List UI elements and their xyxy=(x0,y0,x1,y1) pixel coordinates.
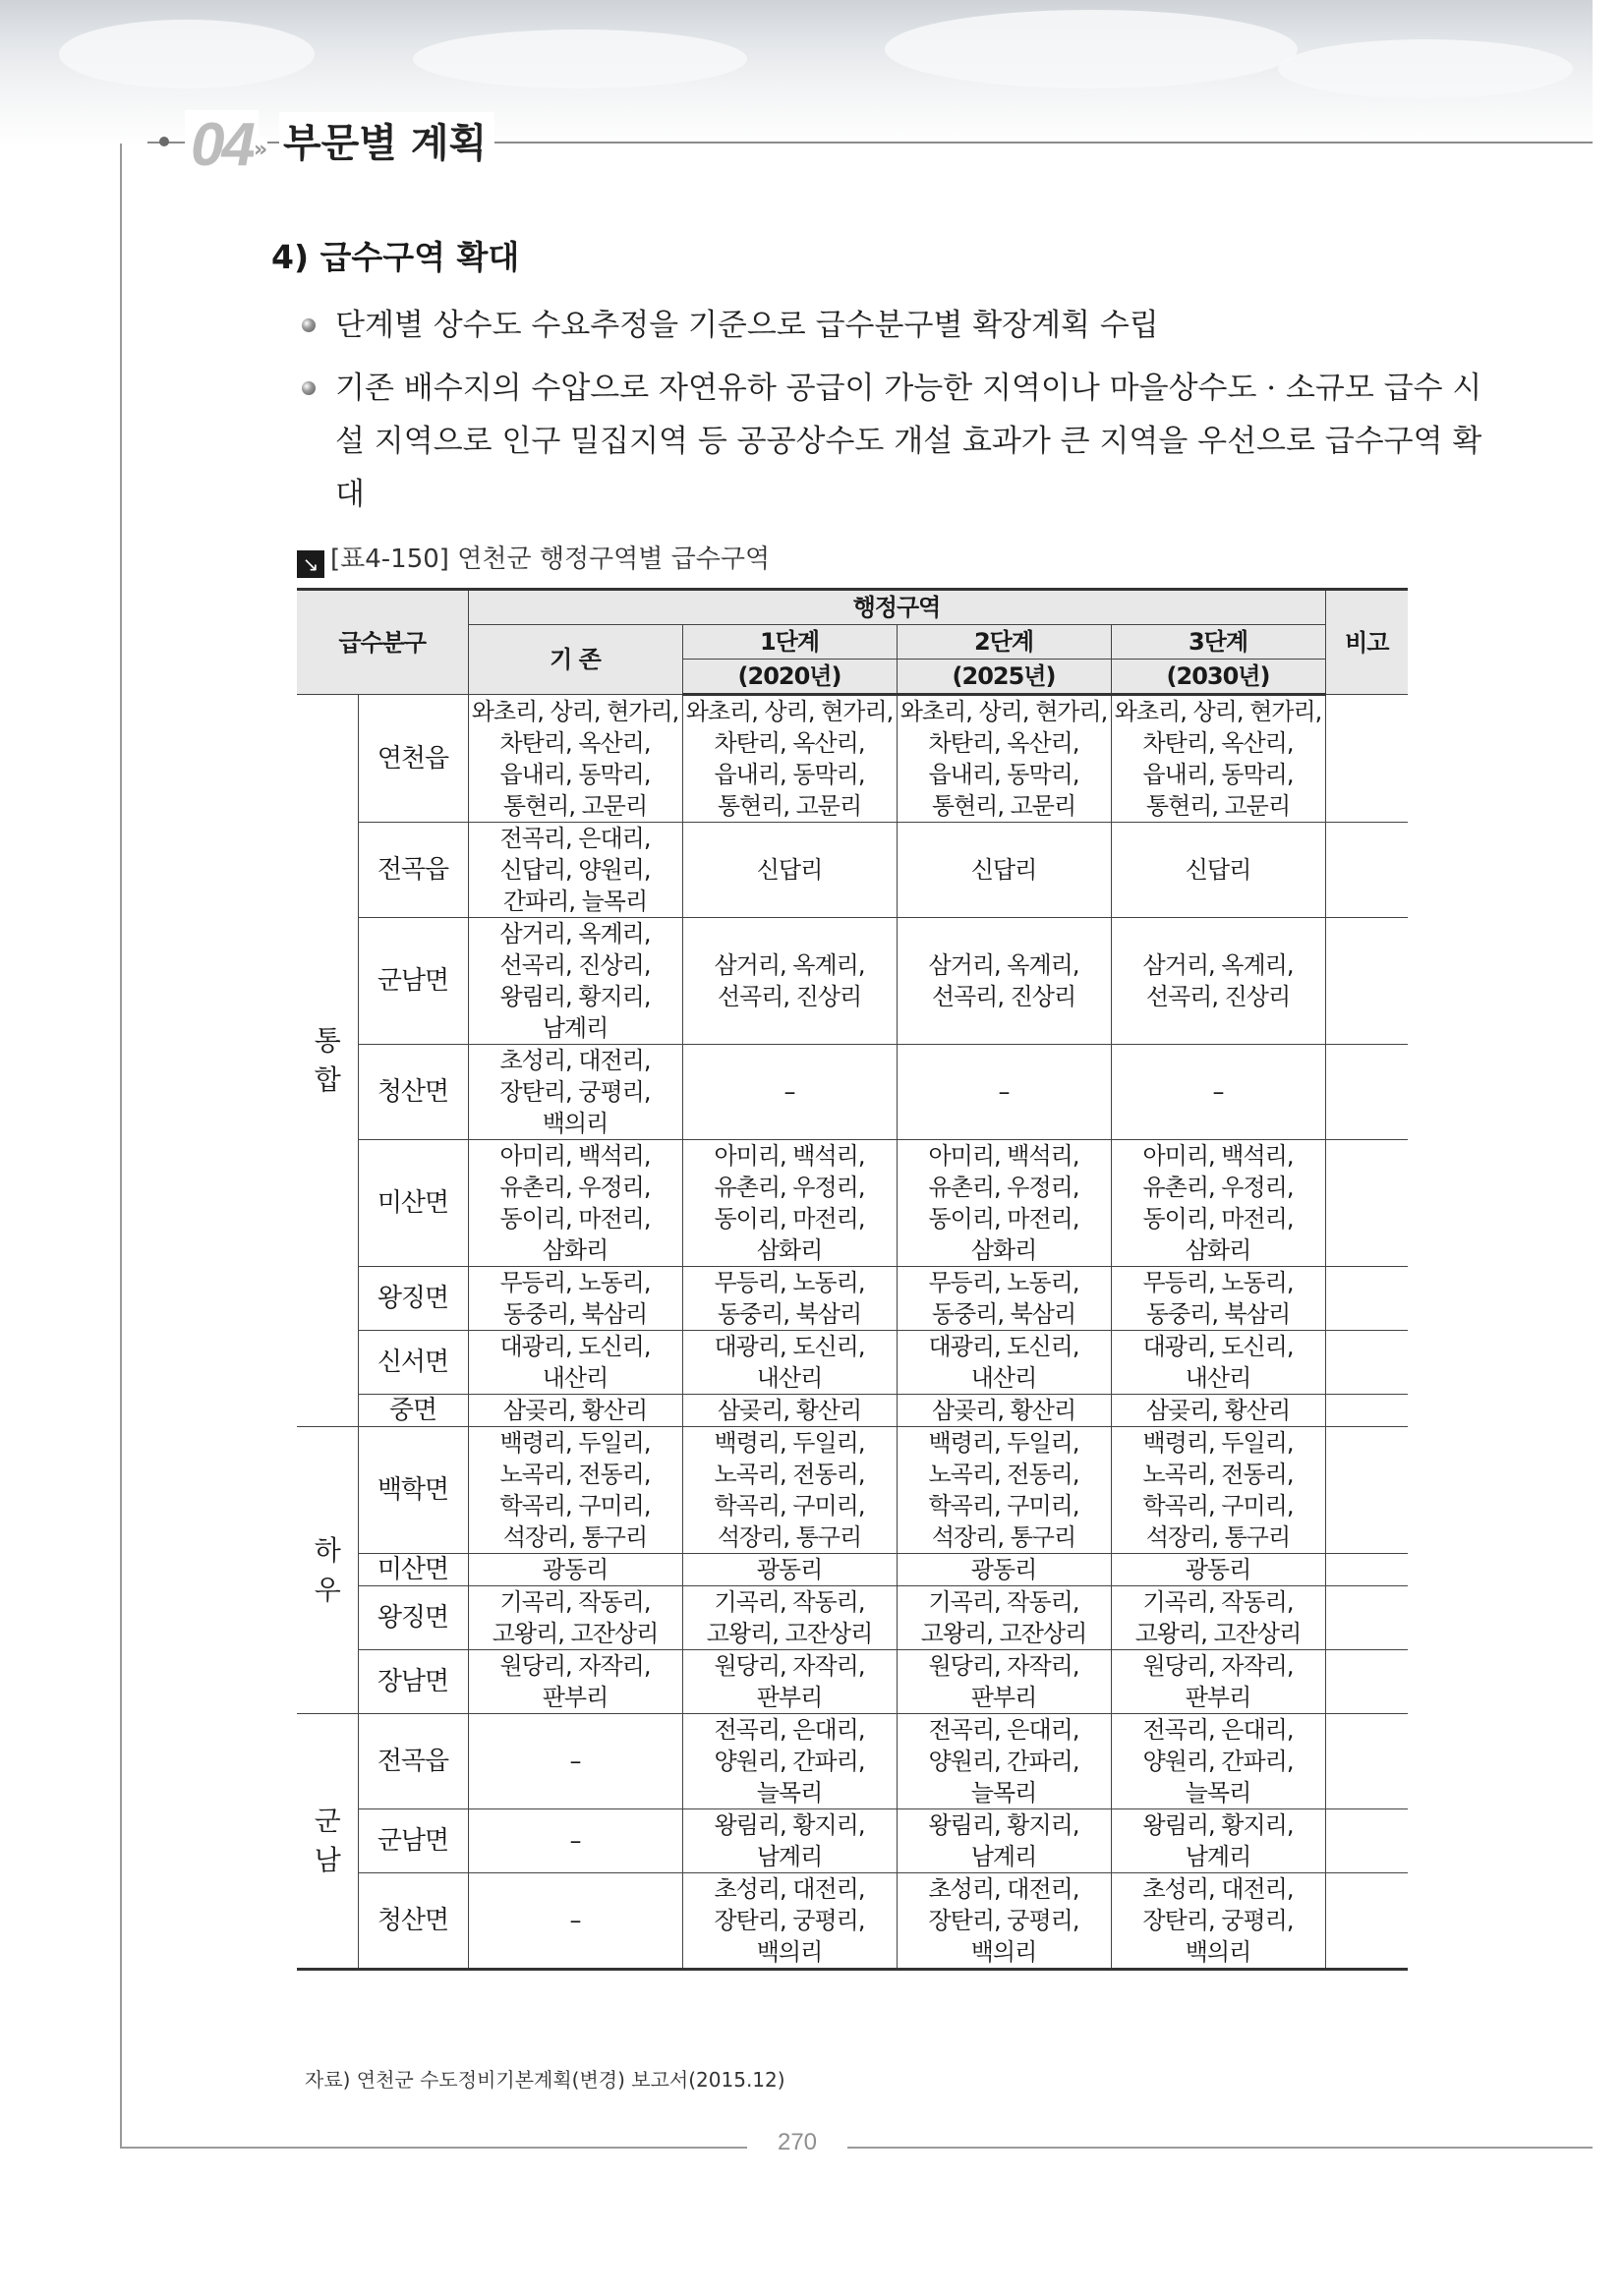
stage2-cell: 초성리, 대전리, 장탄리, 궁평리, 백의리 xyxy=(897,1873,1111,1970)
table-body xyxy=(297,695,1408,1970)
note-cell xyxy=(1325,1873,1408,1970)
existing-cell: 기곡리, 작동리, 고왕리, 고잔상리 xyxy=(468,1586,682,1650)
table-row xyxy=(297,918,1408,1045)
stage1-cell: 원당리, 자작리, 판부리 xyxy=(682,1650,897,1714)
existing-cell: – xyxy=(468,1873,682,1970)
supply-area-table-container xyxy=(297,588,1408,1971)
table-row xyxy=(297,1267,1408,1331)
region-cell: 군남면 xyxy=(358,1809,468,1873)
stage1-cell: 신답리 xyxy=(682,823,897,918)
note-cell xyxy=(1325,1140,1408,1267)
stage2-cell: 기곡리, 작동리, 고왕리, 고잔상리 xyxy=(897,1586,1111,1650)
stage3-cell: 와초리, 상리, 현가리, 차탄리, 옥산리, 읍내리, 동막리, 통현리, 고문리 xyxy=(1111,695,1325,823)
existing-cell: 초성리, 대전리, 장탄리, 궁평리, 백의리 xyxy=(468,1045,682,1140)
existing-cell: 무등리, 노동리, 동중리, 북삼리 xyxy=(468,1267,682,1331)
stage1-cell: 삼곶리, 황산리 xyxy=(682,1395,897,1427)
header-stage2: 2단계 xyxy=(897,625,1111,660)
stage2-cell: 백령리, 두일리, 노곡리, 전동리, 학곡리, 구미리, 석장리, 통구리 xyxy=(897,1427,1111,1554)
stage3-cell: 삼거리, 옥계리, 선곡리, 진상리 xyxy=(1111,918,1325,1045)
region-cell: 미산면 xyxy=(358,1140,468,1267)
existing-cell: 삼거리, 옥계리, 선곡리, 진상리, 왕림리, 황지리, 남계리 xyxy=(468,918,682,1045)
region-cell: 미산면 xyxy=(358,1554,468,1586)
chapter-marks: » xyxy=(254,138,268,162)
stage1-cell: 와초리, 상리, 현가리, 차탄리, 옥산리, 읍내리, 동막리, 통현리, 고문리 xyxy=(682,695,897,823)
region-cell: 전곡읍 xyxy=(358,823,468,918)
stage2-cell: 광동리 xyxy=(897,1554,1111,1586)
stage1-cell: 광동리 xyxy=(682,1554,897,1586)
stage1-cell: 전곡리, 은대리, 양원리, 간파리, 늘목리 xyxy=(682,1714,897,1809)
stage3-cell: 무등리, 노동리, 동중리, 북삼리 xyxy=(1111,1267,1325,1331)
existing-cell: 전곡리, 은대리, 신답리, 양원리, 간파리, 늘목리 xyxy=(468,823,682,918)
section-heading: 4) 급수구역 확대 xyxy=(271,238,520,276)
region-cell: 왕징면 xyxy=(358,1586,468,1650)
chapter-number: 04 xyxy=(185,110,259,180)
region-cell: 장남면 xyxy=(358,1650,468,1714)
page-frame-bottom xyxy=(847,2147,1593,2149)
existing-cell: 아미리, 백석리, 유촌리, 우정리, 동이리, 마전리, 삼화리 xyxy=(468,1140,682,1267)
stage1-cell: 무등리, 노동리, 동중리, 북삼리 xyxy=(682,1267,897,1331)
stage2-cell: 대광리, 도신리, 내산리 xyxy=(897,1331,1111,1395)
stage1-cell: 초성리, 대전리, 장탄리, 궁평리, 백의리 xyxy=(682,1873,897,1970)
stage3-cell: 신답리 xyxy=(1111,823,1325,918)
stage2-cell: 삼곶리, 황산리 xyxy=(897,1395,1111,1427)
header-admin-area: 행정구역 xyxy=(468,590,1325,625)
note-cell xyxy=(1325,1395,1408,1427)
table-row xyxy=(297,1045,1408,1140)
note-cell xyxy=(1325,1586,1408,1650)
source-note: 자료) 연천군 수도정비기본계획(변경) 보고서(2015.12) xyxy=(305,2068,785,2092)
stage1-cell: 삼거리, 옥계리, 선곡리, 진상리 xyxy=(682,918,897,1045)
group-label: 군 남 xyxy=(297,1714,358,1970)
page-frame-bottom xyxy=(120,2147,747,2149)
table-row xyxy=(297,823,1408,918)
stage2-cell: – xyxy=(897,1045,1111,1140)
note-cell xyxy=(1325,1650,1408,1714)
region-cell: 청산면 xyxy=(358,1045,468,1140)
group-label: 통 합 xyxy=(297,695,358,1427)
stage3-cell: 기곡리, 작동리, 고왕리, 고잔상리 xyxy=(1111,1586,1325,1650)
stage3-cell: 원당리, 자작리, 판부리 xyxy=(1111,1650,1325,1714)
region-cell: 연천읍 xyxy=(358,695,468,823)
table-row xyxy=(297,1140,1408,1267)
note-cell xyxy=(1325,1427,1408,1554)
table-row xyxy=(297,1714,1408,1809)
page-number: 270 xyxy=(777,2129,818,2155)
note-cell xyxy=(1325,1331,1408,1395)
stage3-cell: 삼곶리, 황산리 xyxy=(1111,1395,1325,1427)
header-stage3-year: (2030년) xyxy=(1111,660,1325,695)
supply-area-table xyxy=(297,588,1408,1971)
table-row xyxy=(297,1427,1408,1554)
header-existing: 기 존 xyxy=(468,625,682,695)
existing-cell: 광동리 xyxy=(468,1554,682,1586)
header-note: 비고 xyxy=(1325,590,1408,695)
note-cell xyxy=(1325,823,1408,918)
stage3-cell: 전곡리, 은대리, 양원리, 간파리, 늘목리 xyxy=(1111,1714,1325,1809)
stage2-cell: 아미리, 백석리, 유촌리, 우정리, 동이리, 마전리, 삼화리 xyxy=(897,1140,1111,1267)
existing-cell: 와초리, 상리, 현가리, 차탄리, 옥산리, 읍내리, 동막리, 통현리, 고문리 xyxy=(468,695,682,823)
bullet-icon xyxy=(302,381,316,395)
table-row xyxy=(297,1331,1408,1395)
table-row xyxy=(297,1873,1408,1970)
stage3-cell: 초성리, 대전리, 장탄리, 궁평리, 백의리 xyxy=(1111,1873,1325,1970)
stage3-cell: 아미리, 백석리, 유촌리, 우정리, 동이리, 마전리, 삼화리 xyxy=(1111,1140,1325,1267)
group-label: 하 우 xyxy=(297,1427,358,1714)
note-cell xyxy=(1325,1554,1408,1586)
table-row xyxy=(297,1554,1408,1586)
stage3-cell: 왕림리, 황지리, 남계리 xyxy=(1111,1809,1325,1873)
region-cell: 군남면 xyxy=(358,918,468,1045)
stage3-cell: 백령리, 두일리, 노곡리, 전동리, 학곡리, 구미리, 석장리, 통구리 xyxy=(1111,1427,1325,1554)
region-cell: 백학면 xyxy=(358,1427,468,1554)
existing-cell: 삼곶리, 황산리 xyxy=(468,1395,682,1427)
region-cell: 왕징면 xyxy=(358,1267,468,1331)
region-cell: 중면 xyxy=(358,1395,468,1427)
region-cell: 전곡읍 xyxy=(358,1714,468,1809)
region-cell: 청산면 xyxy=(358,1873,468,1970)
table-row xyxy=(297,1586,1408,1650)
existing-cell: – xyxy=(468,1714,682,1809)
stage3-cell: 대광리, 도신리, 내산리 xyxy=(1111,1331,1325,1395)
stage1-cell: 기곡리, 작동리, 고왕리, 고잔상리 xyxy=(682,1586,897,1650)
existing-cell: 원당리, 자작리, 판부리 xyxy=(468,1650,682,1714)
stage2-cell: 와초리, 상리, 현가리, 차탄리, 옥산리, 읍내리, 동막리, 통현리, 고문리 xyxy=(897,695,1111,823)
note-cell xyxy=(1325,1809,1408,1873)
table-row xyxy=(297,1650,1408,1714)
page-frame-left xyxy=(120,144,122,2147)
stage2-cell: 삼거리, 옥계리, 선곡리, 진상리 xyxy=(897,918,1111,1045)
bullet-text: 단계별 상수도 수요추정을 기준으로 급수분구별 확장계획 수립 xyxy=(335,308,1159,343)
header-stage1: 1단계 xyxy=(682,625,897,660)
bullet-text: 기존 배수지의 수압으로 자연유하 공급이 가능한 지역이나 마을상수도 · 소규모 급수 시설 지역으로 인구 밀집지역 등 공공상수도 개설 효과가 큰 지역을 우선으로 급수구역 확대 xyxy=(335,371,1482,512)
table-row xyxy=(297,1809,1408,1873)
existing-cell: 대광리, 도신리, 내산리 xyxy=(468,1331,682,1395)
note-cell xyxy=(1325,1714,1408,1809)
stage3-cell: 광동리 xyxy=(1111,1554,1325,1586)
bullet-item xyxy=(300,362,1495,521)
stage2-cell: 원당리, 자작리, 판부리 xyxy=(897,1650,1111,1714)
chapter-title: 부문별 계획 xyxy=(279,112,494,168)
existing-cell: – xyxy=(468,1809,682,1873)
table-caption-text: [표4-150] 연천군 행정구역별 급수구역 xyxy=(330,545,771,574)
stage1-cell: 왕림리, 황지리, 남계리 xyxy=(682,1809,897,1873)
stage2-cell: 신답리 xyxy=(897,823,1111,918)
stage2-cell: 왕림리, 황지리, 남계리 xyxy=(897,1809,1111,1873)
table-caption xyxy=(297,539,770,578)
header-stage3: 3단계 xyxy=(1111,625,1325,660)
stage1-cell: 대광리, 도신리, 내산리 xyxy=(682,1331,897,1395)
header-dot xyxy=(159,137,169,146)
table-row xyxy=(297,1395,1408,1427)
stage1-cell: – xyxy=(682,1045,897,1140)
existing-cell: 백령리, 두일리, 노곡리, 전동리, 학곡리, 구미리, 석장리, 통구리 xyxy=(468,1427,682,1554)
note-cell xyxy=(1325,695,1408,823)
bullet-icon xyxy=(302,318,316,332)
bullet-item xyxy=(300,299,1495,352)
stage1-cell: 백령리, 두일리, 노곡리, 전동리, 학곡리, 구미리, 석장리, 통구리 xyxy=(682,1427,897,1554)
arrow-icon: ↘ xyxy=(297,550,324,578)
note-cell xyxy=(1325,918,1408,1045)
table-row xyxy=(297,695,1408,823)
stage3-cell: – xyxy=(1111,1045,1325,1140)
stage2-cell: 무등리, 노동리, 동중리, 북삼리 xyxy=(897,1267,1111,1331)
region-cell: 신서면 xyxy=(358,1331,468,1395)
header-supply-area: 급수분구 xyxy=(297,590,468,695)
stage2-cell: 전곡리, 은대리, 양원리, 간파리, 늘목리 xyxy=(897,1714,1111,1809)
note-cell xyxy=(1325,1045,1408,1140)
header-stage2-year: (2025년) xyxy=(897,660,1111,695)
stage1-cell: 아미리, 백석리, 유촌리, 우정리, 동이리, 마전리, 삼화리 xyxy=(682,1140,897,1267)
header-stage1-year: (2020년) xyxy=(682,660,897,695)
note-cell xyxy=(1325,1267,1408,1331)
